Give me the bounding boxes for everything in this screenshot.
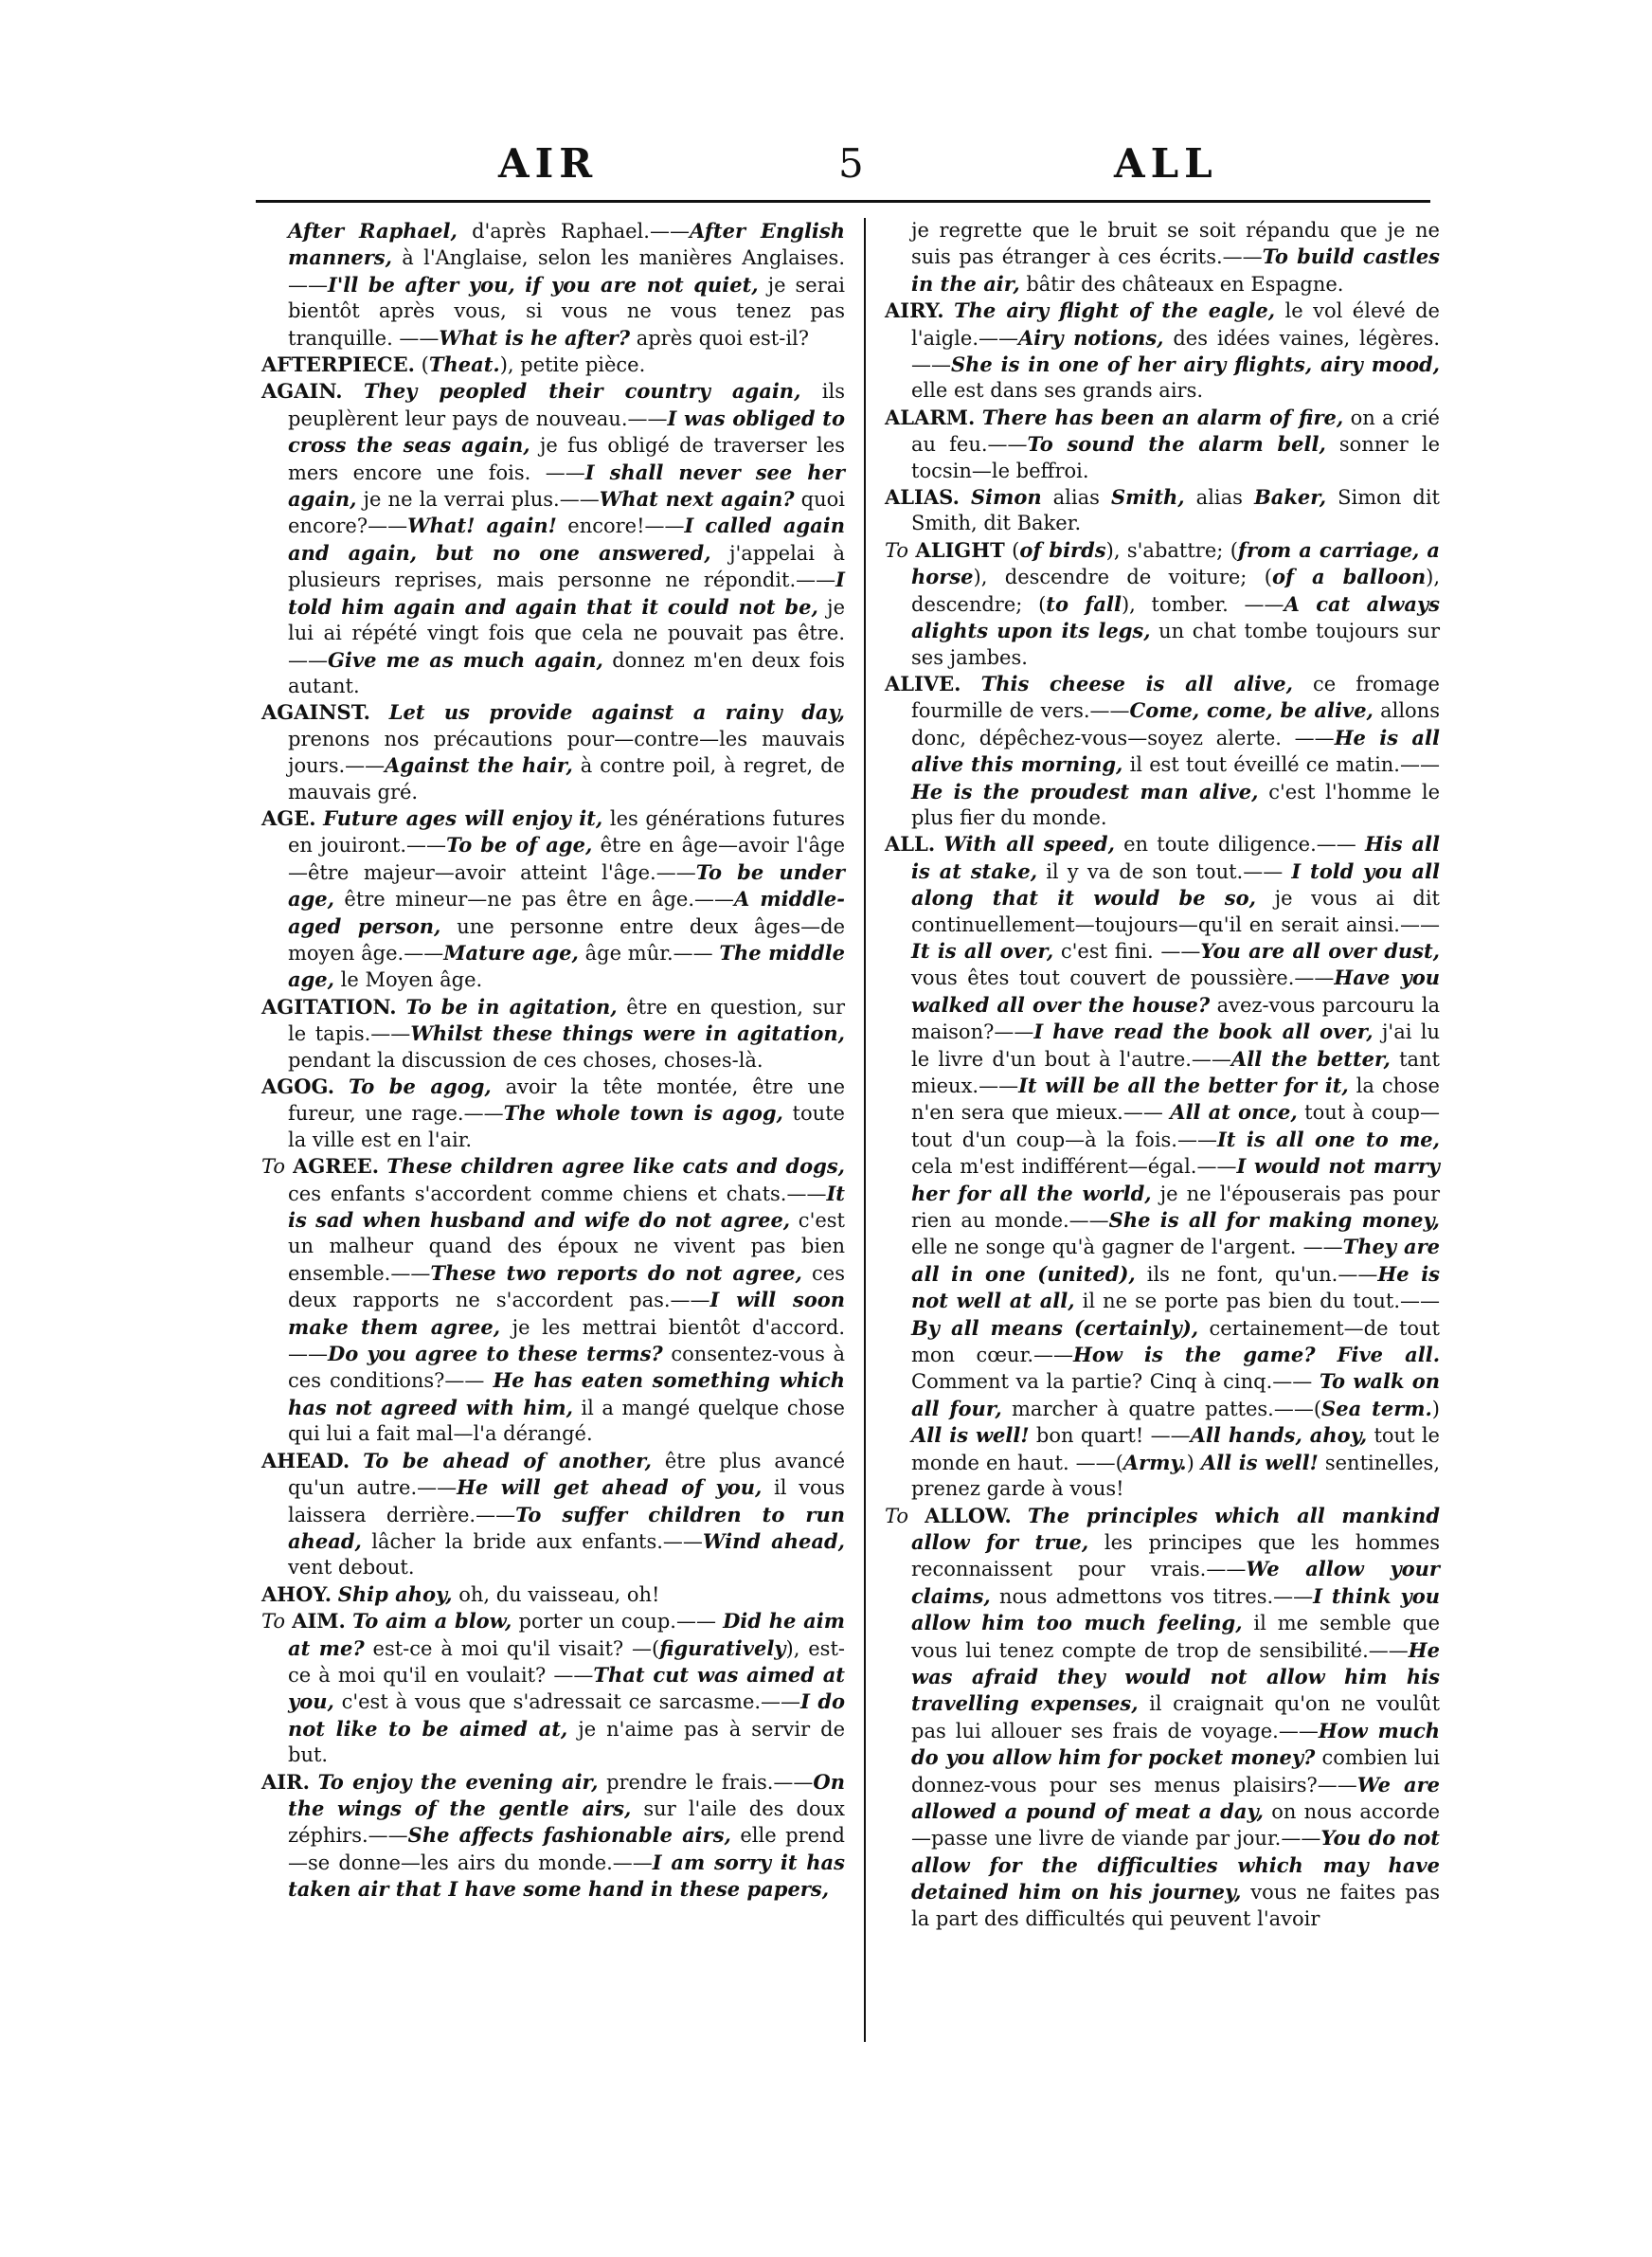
translation-text: être en âge—avoir l'âge—être majeur—avoir atteint l'âge.—— bbox=[288, 834, 845, 884]
example-phrase: Baker, bbox=[1253, 485, 1327, 510]
example-phrase: To be of age, bbox=[446, 833, 593, 858]
translation-text: consentez-vous à ces conditions?—— bbox=[288, 1343, 845, 1393]
example-phrase: You do not allow for the difficulties which may have detained him on his journey, bbox=[911, 1826, 1440, 1905]
dictionary-entry bbox=[885, 405, 1440, 484]
translation-text: en toute diligence.—— bbox=[1114, 833, 1365, 857]
entry-continuation bbox=[885, 218, 1440, 298]
translation-text: vent debout. bbox=[288, 1556, 415, 1580]
translation-text: le vol élevé de l'aigle.—— bbox=[911, 299, 1440, 350]
example-phrase: Let us provide against a rainy day, bbox=[388, 700, 845, 725]
translation-text: je fus obligé de traverser les mers encore une fois. —— bbox=[288, 434, 845, 484]
example-phrase: Simon bbox=[970, 485, 1042, 510]
translation-text: c'est l'homme le plus fier du monde. bbox=[911, 780, 1440, 829]
example-phrase: To be ahead of another, bbox=[363, 1448, 652, 1472]
headword: ALIVE. bbox=[885, 671, 961, 695]
example-phrase: I told you all along that it would be so, bbox=[911, 858, 1440, 911]
translation-text: c'est à vous que s'adressait ce sarcasme.—— bbox=[333, 1690, 801, 1714]
example-phrase: What next again? bbox=[599, 487, 795, 512]
example-phrase: We allow your claims, bbox=[911, 1557, 1440, 1608]
translation-text: ( bbox=[414, 353, 429, 377]
translation-text bbox=[343, 380, 364, 403]
translation-text: je n'aime pas à servir de but. bbox=[288, 1717, 845, 1767]
example-phrase: I am sorry it has taken air that I have some hand in these papers, bbox=[288, 1850, 845, 1902]
translation-text: je ne l'épouserais pas pour rien au monde.—— bbox=[911, 1182, 1440, 1233]
dictionary-entry bbox=[885, 671, 1440, 831]
translation-text: donnez m'en deux fois autant. bbox=[288, 648, 845, 697]
translation-text: les générations futures en jouiront.—— bbox=[288, 806, 845, 858]
example-phrase: All is well! bbox=[1200, 1450, 1319, 1474]
dictionary-entry bbox=[261, 699, 845, 805]
translation-text bbox=[316, 807, 324, 830]
translation-text: elle prend—se donne—les airs du monde.—— bbox=[288, 1824, 846, 1874]
translation-text: cela m'est indifférent—égal.—— bbox=[911, 1155, 1237, 1179]
translation-text: ce fromage fourmille de vers.—— bbox=[911, 672, 1440, 723]
translation-text: ) bbox=[1186, 1451, 1201, 1474]
example-phrase: Smith, bbox=[1110, 485, 1185, 510]
translation-text: j'appelai à plusieurs reprises, mais personne ne répondit.—— bbox=[288, 541, 845, 592]
example-phrase: He is not well at all, bbox=[911, 1261, 1440, 1313]
example-phrase: She is in one of her airy flights, airy mood, bbox=[951, 352, 1440, 377]
example-phrase: He was afraid they would not allow him his travelling expenses, bbox=[911, 1637, 1440, 1716]
example-phrase: Future ages will enjoy it, bbox=[323, 805, 603, 830]
translation-text: ), descendre de voiture; ( bbox=[973, 566, 1272, 589]
translation-text: sonner le tocsin—le beffroi. bbox=[911, 433, 1440, 482]
headword: AGREE. bbox=[293, 1154, 380, 1179]
headword: AGAIN. bbox=[261, 379, 343, 404]
example-phrase: from a carriage, a horse bbox=[911, 537, 1440, 589]
translation-text: être en question, sur le tapis.—— bbox=[288, 995, 845, 1046]
example-phrase: Did he aim at me? bbox=[288, 1609, 845, 1660]
translation-text bbox=[1012, 1505, 1028, 1527]
example-phrase: That cut was aimed at you, bbox=[288, 1662, 845, 1714]
example-phrase: To walk on all four, bbox=[911, 1369, 1440, 1420]
translation-text bbox=[334, 1075, 349, 1098]
translation-text: tout à coup—tout d'un coup—à la fois.—— bbox=[911, 1101, 1440, 1151]
example-phrase: All at once, bbox=[1170, 1100, 1298, 1125]
example-phrase: You are all over dust, bbox=[1200, 938, 1440, 963]
example-phrase: He is the proudest man alive, bbox=[911, 779, 1259, 803]
example-phrase: She affects fashionable airs, bbox=[407, 1823, 731, 1848]
translation-text: j'ai lu le livre d'un bout à l'autre.—— bbox=[911, 1020, 1440, 1071]
example-phrase: With all speed, bbox=[943, 832, 1115, 857]
example-phrase: To build castles in the air, bbox=[911, 244, 1440, 296]
example-phrase: To suffer children to run ahead, bbox=[288, 1502, 845, 1553]
example-phrase: On the wings of the gentle airs, bbox=[288, 1769, 845, 1820]
headword: AIRY. bbox=[885, 298, 944, 323]
translation-text: ), descendre; ( bbox=[911, 566, 1440, 616]
entry-continuation bbox=[261, 218, 845, 352]
prefix: To bbox=[261, 1155, 294, 1179]
translation-text: Comment va la partie? Cinq à cinq.—— bbox=[911, 1370, 1320, 1394]
headword: AGE. bbox=[261, 805, 316, 830]
example-phrase: I do not like to be aimed at, bbox=[288, 1689, 846, 1741]
translation-text: ces enfants s'accordent comme chiens et chats.—— bbox=[288, 1182, 827, 1205]
translation-text: la chose n'en sera que mieux.—— bbox=[911, 1074, 1440, 1125]
headword: AGOG. bbox=[261, 1074, 335, 1098]
translation-text: à contre poil, à regret, de mauvais gré. bbox=[288, 754, 845, 803]
translation-text bbox=[370, 701, 389, 724]
translation-text: il y va de son tout.—— bbox=[1037, 859, 1292, 883]
translation-text: ( bbox=[1004, 538, 1020, 562]
right-column bbox=[885, 218, 1440, 1932]
translation-text: il a mangé quelque chose qui lui a fait mal—l'a dérangé. bbox=[288, 1396, 845, 1446]
example-phrase: I called again and again, but no one answered, bbox=[288, 514, 845, 565]
dictionary-entry bbox=[261, 994, 845, 1074]
example-phrase: Theat. bbox=[428, 352, 500, 377]
example-phrase: It is all over, bbox=[911, 938, 1054, 963]
example-phrase: I was obliged to cross the seas again, bbox=[288, 406, 845, 458]
translation-text: oh, du vaisseau, oh! bbox=[452, 1582, 660, 1606]
translation-text: être plus avancé qu'un autre.—— bbox=[288, 1449, 846, 1500]
translation-text: est-ce à moi qu'il visait? —( bbox=[364, 1636, 660, 1660]
example-phrase: It will be all the better for it, bbox=[1018, 1074, 1349, 1097]
translation-text: je serai bientôt après vous, si vous ne vous tenez pas tranquille. —— bbox=[288, 273, 845, 350]
example-phrase: Sea term. bbox=[1321, 1396, 1432, 1420]
dictionary-entry bbox=[261, 1581, 845, 1608]
translation-text: nous admettons vos titres.—— bbox=[990, 1584, 1314, 1608]
translation-text bbox=[350, 1450, 363, 1472]
translation-text: Simon dit Smith, dit Baker. bbox=[911, 486, 1440, 535]
example-phrase: The airy flight of the eagle, bbox=[953, 298, 1276, 323]
translation-text bbox=[346, 1610, 352, 1633]
dictionary-entry bbox=[261, 352, 845, 378]
translation-text: il ne se porte pas bien du tout.—— bbox=[1074, 1290, 1440, 1313]
example-phrase: I told him again and again that it could not be, bbox=[288, 568, 845, 619]
example-phrase: I think you allow him too much feeling, bbox=[911, 1583, 1440, 1635]
translation-text: âge mûr.—— bbox=[578, 941, 720, 965]
example-phrase: I'll be after you, if you are not quiet, bbox=[328, 272, 759, 297]
example-phrase: I will soon make them agree, bbox=[288, 1288, 845, 1339]
translation-text: il vous laissera derrière.—— bbox=[288, 1476, 845, 1526]
translation-text: être mineur—ne pas être en âge.—— bbox=[333, 888, 735, 912]
translation-text: lâcher la bride aux enfants.—— bbox=[361, 1529, 703, 1553]
translation-text: sentinelles, prenez garde à vous! bbox=[911, 1451, 1440, 1501]
header-left-guideword: AIR bbox=[498, 140, 599, 187]
example-phrase: To enjoy the evening air, bbox=[317, 1769, 599, 1794]
example-phrase: What! again! bbox=[407, 514, 557, 538]
dictionary-entry bbox=[261, 1448, 845, 1581]
translation-text bbox=[944, 299, 954, 322]
example-phrase: figuratively bbox=[659, 1635, 786, 1660]
translation-text: prenons nos précautions pour—contre—les mauvais jours.—— bbox=[288, 727, 845, 778]
translation-text: vous êtes tout couvert de poussière.—— bbox=[911, 966, 1335, 990]
example-phrase: The middle age, bbox=[288, 940, 845, 992]
example-phrase: What is he after? bbox=[439, 325, 631, 350]
dictionary-entry bbox=[261, 1769, 845, 1904]
example-phrase: To be agog, bbox=[348, 1074, 492, 1098]
translation-text: les principes que les hommes reconnaissent pour vrais.—— bbox=[911, 1530, 1440, 1581]
translation-text bbox=[310, 1771, 318, 1794]
translation-text: il craignait qu'on ne voulût pas lui allouer ses frais de voyage.—— bbox=[911, 1692, 1441, 1742]
translation-text: ) bbox=[1431, 1397, 1440, 1420]
example-phrase: Do you agree to these terms? bbox=[328, 1342, 663, 1366]
translation-text: après quoi est-il? bbox=[630, 326, 810, 350]
translation-text bbox=[379, 1155, 386, 1178]
header-rule bbox=[256, 200, 1430, 203]
translation-text: avoir la tête montée, être une fureur, une rage.—— bbox=[288, 1075, 845, 1126]
headword: ALIAS. bbox=[885, 485, 960, 510]
example-phrase: All the better, bbox=[1230, 1046, 1391, 1071]
example-phrase: Against the hair, bbox=[385, 753, 573, 778]
example-phrase: I would not marry her for all the world, bbox=[911, 1154, 1440, 1205]
translation-text: elle ne songe qu'à gagner de l'argent. —— bbox=[911, 1236, 1343, 1259]
example-phrase: They are all in one (united), bbox=[911, 1235, 1440, 1286]
example-phrase: After English manners, bbox=[288, 219, 845, 270]
example-phrase: It is sad when husband and wife do not agree, bbox=[288, 1181, 845, 1233]
translation-text: alias bbox=[1184, 486, 1254, 510]
dictionary-entry bbox=[261, 1074, 845, 1153]
translation-text: avez-vous parcouru la maison?—— bbox=[911, 993, 1440, 1044]
example-phrase: To aim a blow, bbox=[352, 1609, 512, 1634]
column-divider bbox=[864, 218, 866, 2042]
translation-text: le Moyen âge. bbox=[333, 968, 483, 992]
translation-text: des idées vaines, légères.—— bbox=[911, 326, 1440, 377]
translation-text bbox=[960, 486, 971, 509]
headword: AHEAD. bbox=[261, 1448, 350, 1472]
dictionary-entry bbox=[885, 298, 1440, 405]
example-phrase: To be under age, bbox=[288, 859, 845, 912]
translation-text: toute la ville est en l'air. bbox=[288, 1102, 845, 1151]
example-phrase: They peopled their country again, bbox=[363, 379, 801, 404]
prefix: To bbox=[261, 1610, 293, 1634]
headword: AHOY. bbox=[261, 1581, 332, 1606]
example-phrase: I have read the book all over, bbox=[1033, 1020, 1374, 1044]
translation-text: à l'Anglaise, selon les manières Anglaises.—— bbox=[288, 246, 845, 297]
dictionary-entry bbox=[885, 831, 1440, 1502]
translation-text: je vous ai dit continuellement—toujours—qu'il en serait ainsi.—— bbox=[911, 887, 1440, 936]
translation-text: ), tomber. —— bbox=[1121, 592, 1284, 616]
translation-text bbox=[961, 673, 981, 695]
example-phrase: All hands, ahoy, bbox=[1190, 1423, 1368, 1448]
example-phrase: By all means (certainly), bbox=[911, 1315, 1199, 1340]
example-phrase: of a balloon bbox=[1271, 565, 1427, 589]
example-phrase: A middle-aged person, bbox=[288, 887, 846, 938]
example-phrase: Ship ahoy, bbox=[337, 1581, 453, 1606]
dictionary-entry bbox=[885, 537, 1440, 671]
example-phrase: To sound the alarm bell, bbox=[1027, 432, 1326, 457]
example-phrase: Whilst these things were in agitation, bbox=[410, 1021, 845, 1046]
example-phrase: How is the game? Five all. bbox=[1073, 1343, 1441, 1367]
headword: AIM. bbox=[292, 1609, 346, 1634]
translation-text: une personne entre deux âges—de moyen âge.—— bbox=[288, 914, 845, 965]
translation-text: on a crié au feu.—— bbox=[911, 406, 1440, 457]
header-right-guideword: ALL bbox=[1114, 140, 1218, 187]
example-phrase: Come, come, be alive, bbox=[1129, 698, 1374, 723]
translation-text: combien lui donnez-vous pour ses menus plaisirs?—— bbox=[911, 1746, 1440, 1797]
prefix: To bbox=[885, 1504, 925, 1527]
translation-text: quoi encore?—— bbox=[288, 488, 845, 538]
translation-text: allons donc, dépêchez-vous—soyez alerte. —— bbox=[911, 699, 1440, 749]
translation-text: c'est un malheur quand des époux ne vivent pas bien ensemble.—— bbox=[288, 1209, 845, 1285]
headword: AGITATION. bbox=[261, 994, 397, 1019]
headword: AGAINST. bbox=[261, 700, 370, 725]
translation-text: tout le monde en haut. ——( bbox=[911, 1424, 1440, 1474]
example-phrase: A cat always alights upon its legs, bbox=[911, 591, 1440, 643]
dictionary-entry bbox=[261, 378, 845, 699]
example-phrase: The principles which all mankind allow for true, bbox=[911, 1503, 1440, 1554]
translation-text: sur l'aile des doux zéphirs.—— bbox=[288, 1797, 845, 1848]
left-column bbox=[261, 218, 845, 1904]
translation-text: je lui ai répété vingt fois que cela ne pouvait pas être. —— bbox=[288, 595, 846, 672]
translation-text: c'est fini. —— bbox=[1053, 939, 1201, 963]
example-phrase: His all is at stake, bbox=[911, 832, 1440, 883]
translation-text: il est tout éveillé ce matin.—— bbox=[1122, 753, 1440, 777]
example-phrase: To be in agitation, bbox=[405, 994, 618, 1019]
headword: ALARM. bbox=[885, 405, 976, 429]
example-phrase: After Raphael, bbox=[288, 219, 458, 243]
page-number: 5 bbox=[838, 140, 870, 187]
translation-text: marcher à quatre pattes.——( bbox=[1001, 1397, 1322, 1420]
example-phrase: These children agree like cats and dogs, bbox=[386, 1154, 845, 1179]
prefix: To bbox=[885, 538, 916, 562]
translation-text: prendre le frais.—— bbox=[598, 1770, 814, 1794]
headword: AFTERPIECE. bbox=[261, 352, 415, 377]
running-header bbox=[256, 140, 1430, 199]
translation-text: ces deux rapports ne s'accordent pas.—— bbox=[288, 1261, 845, 1312]
dictionary-entry bbox=[261, 805, 845, 994]
translation-text: il me semble que vous lui tenez compte de trop de sensibilité.—— bbox=[911, 1612, 1441, 1662]
example-phrase: Wind ahead, bbox=[702, 1528, 845, 1553]
translation-text: on nous accorde—passe une livre de viande par jour.—— bbox=[911, 1799, 1441, 1851]
example-phrase: All is well! bbox=[911, 1423, 1030, 1448]
translation-text: ils ne font, qu'un.—— bbox=[1135, 1262, 1378, 1286]
translation-text: d'après Raphael.—— bbox=[457, 220, 690, 243]
example-phrase: He is all alive this morning, bbox=[911, 725, 1440, 777]
headword: ALLOW. bbox=[925, 1503, 1012, 1527]
translation-text: je regrette que le bruit se soit répandu que je ne suis pas étranger à ces écrits.—— bbox=[911, 219, 1440, 269]
example-phrase: of birds bbox=[1019, 537, 1106, 562]
translation-text: un chat tombe toujours sur ses jambes. bbox=[911, 620, 1440, 669]
dictionary-entry bbox=[261, 1153, 845, 1447]
translation-text: certainement—de tout mon cœur.—— bbox=[911, 1316, 1440, 1367]
translation-text bbox=[975, 406, 981, 429]
translation-text bbox=[332, 1583, 338, 1606]
example-phrase: These two reports do not agree, bbox=[430, 1260, 802, 1285]
dictionary-entry bbox=[261, 1608, 845, 1768]
translation-text: je ne la verrai plus.—— bbox=[356, 488, 600, 512]
translation-text: tant mieux.—— bbox=[911, 1047, 1440, 1097]
example-phrase: Mature age, bbox=[443, 940, 579, 965]
translation-text: ), petite pièce. bbox=[499, 353, 646, 377]
translation-text: bon quart! —— bbox=[1029, 1424, 1191, 1448]
example-phrase: Airy notions, bbox=[1018, 325, 1164, 350]
headword: ALIGHT bbox=[915, 537, 1005, 562]
translation-text: ils peuplèrent leur pays de nouveau.—— bbox=[288, 380, 845, 430]
example-phrase: He has eaten something which has not agreed with him, bbox=[288, 1368, 845, 1419]
translation-text: alias bbox=[1041, 486, 1111, 510]
translation-text: bâtir des châteaux en Espagne. bbox=[1019, 272, 1344, 296]
example-phrase: Have you walked all over the house? bbox=[911, 966, 1440, 1017]
example-phrase: It is all one to me, bbox=[1216, 1127, 1440, 1151]
headword: AIR. bbox=[261, 1769, 310, 1794]
example-phrase: We are allowed a pound of meat a day, bbox=[911, 1772, 1440, 1823]
translation-text: je les mettrai bientôt d'accord.—— bbox=[288, 1315, 846, 1366]
dictionary-entry bbox=[885, 484, 1440, 537]
translation-text: vous ne faites pas la part des difficultés qui peuvent l'avoir bbox=[911, 1881, 1440, 1930]
example-phrase: She is all for making money, bbox=[1108, 1208, 1440, 1233]
example-phrase: I shall never see her again, bbox=[288, 460, 845, 512]
translation-text bbox=[397, 996, 406, 1019]
example-phrase: Give me as much again, bbox=[328, 647, 603, 672]
translation-text: pendant la discussion de ces choses, choses-là. bbox=[288, 1048, 763, 1072]
translation-text bbox=[935, 833, 943, 856]
example-phrase: to fall bbox=[1046, 591, 1122, 616]
example-phrase: Army. bbox=[1122, 1450, 1187, 1474]
example-phrase: There has been an alarm of fire, bbox=[981, 405, 1344, 429]
example-phrase: How much do you allow him for pocket money? bbox=[911, 1718, 1441, 1770]
dictionary-entry bbox=[885, 1503, 1440, 1933]
translation-text: ), est-ce à moi qu'il en voulait? —— bbox=[288, 1636, 845, 1687]
example-phrase: He will get ahead of you, bbox=[457, 1475, 763, 1500]
translation-text: ), s'abattre; ( bbox=[1105, 538, 1238, 562]
example-phrase: The whole town is agog, bbox=[503, 1101, 783, 1126]
example-phrase: This cheese is all alive, bbox=[980, 671, 1293, 695]
headword: ALL. bbox=[885, 832, 936, 857]
translation-text: encore!—— bbox=[556, 515, 685, 538]
translation-text: elle est dans ses grands airs. bbox=[911, 379, 1204, 403]
translation-text: porter un coup.—— bbox=[512, 1610, 724, 1634]
